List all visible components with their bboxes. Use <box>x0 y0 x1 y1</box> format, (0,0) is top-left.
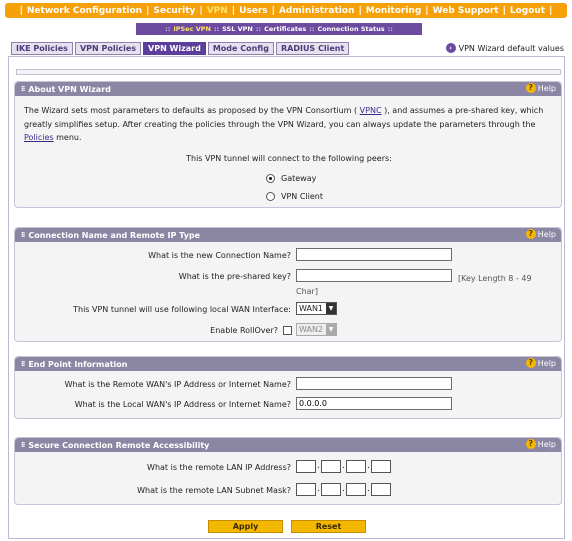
pre-shared-key-label: What is the pre-shared key? <box>178 272 291 281</box>
wan-interface-select[interactable]: WAN1 ▼ <box>296 302 337 315</box>
help-label: Help <box>537 229 556 239</box>
section-title: Secure Connection Remote Accessibility <box>28 440 210 450</box>
help-link[interactable] <box>526 439 556 449</box>
rollover-wan-select[interactable]: WAN2 ▼ <box>296 323 337 336</box>
local-wan-label: What is the Local WAN's IP Address or Internet Name? <box>74 400 291 409</box>
lan-ip-octet-3[interactable] <box>346 460 366 473</box>
pre-shared-key-input[interactable] <box>296 269 452 282</box>
vpnc-link[interactable]: VPNC <box>359 106 382 115</box>
section-header <box>15 228 561 242</box>
tab-ike-policies[interactable]: IKE Policies <box>11 42 73 55</box>
subnet-octet-2[interactable] <box>321 483 341 496</box>
content-frame <box>8 56 565 539</box>
grip-icon: ⁞⁞ <box>21 360 25 368</box>
chevron-down-icon: ▼ <box>326 303 336 314</box>
subnav-certificates[interactable]: Certificates <box>264 25 307 33</box>
grip-icon: ⁞⁞ <box>21 231 25 239</box>
help-icon: ? <box>526 358 536 368</box>
remote-wan-label: What is the Remote WAN's IP Address or Internet Name? <box>64 380 291 389</box>
nav-web-support[interactable]: Web Support <box>432 5 499 16</box>
grip-icon: ⁞⁞ <box>21 85 25 93</box>
tab-vpn-policies[interactable]: VPN Policies <box>75 42 141 55</box>
local-wan-input[interactable] <box>296 397 452 410</box>
vpn-client-label: VPN Client <box>281 192 323 201</box>
apply-button[interactable]: Apply <box>208 520 283 533</box>
nav-users[interactable]: Users <box>239 5 268 16</box>
section-header <box>15 438 561 452</box>
chevron-down-icon: ▼ <box>326 324 336 335</box>
section-title: Connection Name and Remote IP Type <box>28 230 200 240</box>
key-length-hint-cont: Char] <box>296 287 318 296</box>
help-link[interactable] <box>526 83 556 93</box>
remote-lan-ip-label: What is the remote LAN IP Address? <box>147 463 291 472</box>
nav-security[interactable]: Security <box>153 5 196 16</box>
tab-radius-client[interactable]: RADIUS Client <box>276 42 349 55</box>
top-divider <box>16 69 561 75</box>
help-label: Help <box>537 358 556 368</box>
reset-button[interactable]: Reset <box>291 520 366 533</box>
section-header <box>15 357 561 371</box>
section-secure: ⁞⁞ Secure Connection Remote Accessibility ? Help What is the remote LAN IP Address? . . . What is the remote LAN Subnet Mask? . . . <box>14 437 562 505</box>
subnav-ipsec-vpn[interactable]: IPSec VPN <box>173 25 211 33</box>
tab-strip <box>11 42 349 55</box>
gateway-label: Gateway <box>281 174 317 183</box>
tab-mode-config[interactable]: Mode Config <box>208 42 274 55</box>
main-nav-bar: | Network Configuration | Security | VPN | Users | Administration | Monitoring | Web Support | Logout | <box>5 3 567 18</box>
vpn-client-radio[interactable] <box>266 192 275 201</box>
help-link[interactable] <box>526 229 556 239</box>
lan-ip-octet-2[interactable] <box>321 460 341 473</box>
section-about <box>14 81 562 208</box>
subnav-ssl-vpn[interactable]: SSL VPN <box>222 25 253 33</box>
peers-prompt: This VPN tunnel will connect to the following peers: <box>186 154 392 163</box>
connection-name-input[interactable] <box>296 248 452 261</box>
rollover-label: Enable RollOver? <box>210 326 278 335</box>
rollover-checkbox[interactable] <box>283 326 292 335</box>
help-label: Help <box>537 83 556 93</box>
key-length-hint: [Key Length 8 - 49 <box>458 274 532 283</box>
lan-ip-octet-4[interactable] <box>371 460 391 473</box>
intro-text: The Wizard sets most parameters to defaults as proposed by the VPN Consortium ( VPNC ), and assumes a pre-shared key, which greatly simplifies setup. After creating the policies through the VPN Wizard, you can always update the parameters through the Policies menu. <box>24 106 544 142</box>
connection-name-label: What is the new Connection Name? <box>148 251 291 260</box>
nav-network-configuration[interactable]: Network Configuration <box>26 5 143 16</box>
nav-administration[interactable]: Administration <box>278 5 355 16</box>
wizard-defaults-label: VPN Wizard default values <box>458 43 564 53</box>
gateway-radio[interactable] <box>266 174 275 183</box>
nav-logout[interactable]: Logout <box>509 5 546 16</box>
nav-monitoring[interactable]: Monitoring <box>365 5 422 16</box>
help-icon: ? <box>526 439 536 449</box>
subnav-connection-status[interactable]: Connection Status <box>317 25 385 33</box>
arrow-circle-icon: › <box>446 43 456 53</box>
section-header <box>15 82 561 96</box>
lan-ip-octet-1[interactable] <box>296 460 316 473</box>
help-icon: ? <box>526 83 536 93</box>
wizard-defaults-link[interactable] <box>446 43 564 53</box>
policies-link[interactable]: Policies <box>24 133 54 142</box>
remote-wan-input[interactable] <box>296 377 452 390</box>
sub-nav-bar: :: IPSec VPN :: SSL VPN :: Certificates :: Connection Status :: <box>136 23 422 35</box>
subnet-octet-3[interactable] <box>346 483 366 496</box>
subnet-octet-4[interactable] <box>371 483 391 496</box>
remote-lan-subnet-label: What is the remote LAN Subnet Mask? <box>137 486 291 495</box>
help-link[interactable] <box>526 358 556 368</box>
help-icon: ? <box>526 229 536 239</box>
subnet-octet-1[interactable] <box>296 483 316 496</box>
section-title: End Point Information <box>28 359 128 369</box>
wan-interface-label: This VPN tunnel will use following local WAN Interface: <box>73 305 291 314</box>
section-title: About VPN Wizard <box>28 84 111 94</box>
tab-vpn-wizard[interactable]: VPN Wizard <box>143 42 206 55</box>
section-connection <box>14 227 562 342</box>
nav-vpn[interactable]: VPN <box>206 5 228 16</box>
grip-icon: ⁞⁞ <box>21 441 25 449</box>
section-endpoint <box>14 356 562 419</box>
help-label: Help <box>537 439 556 449</box>
